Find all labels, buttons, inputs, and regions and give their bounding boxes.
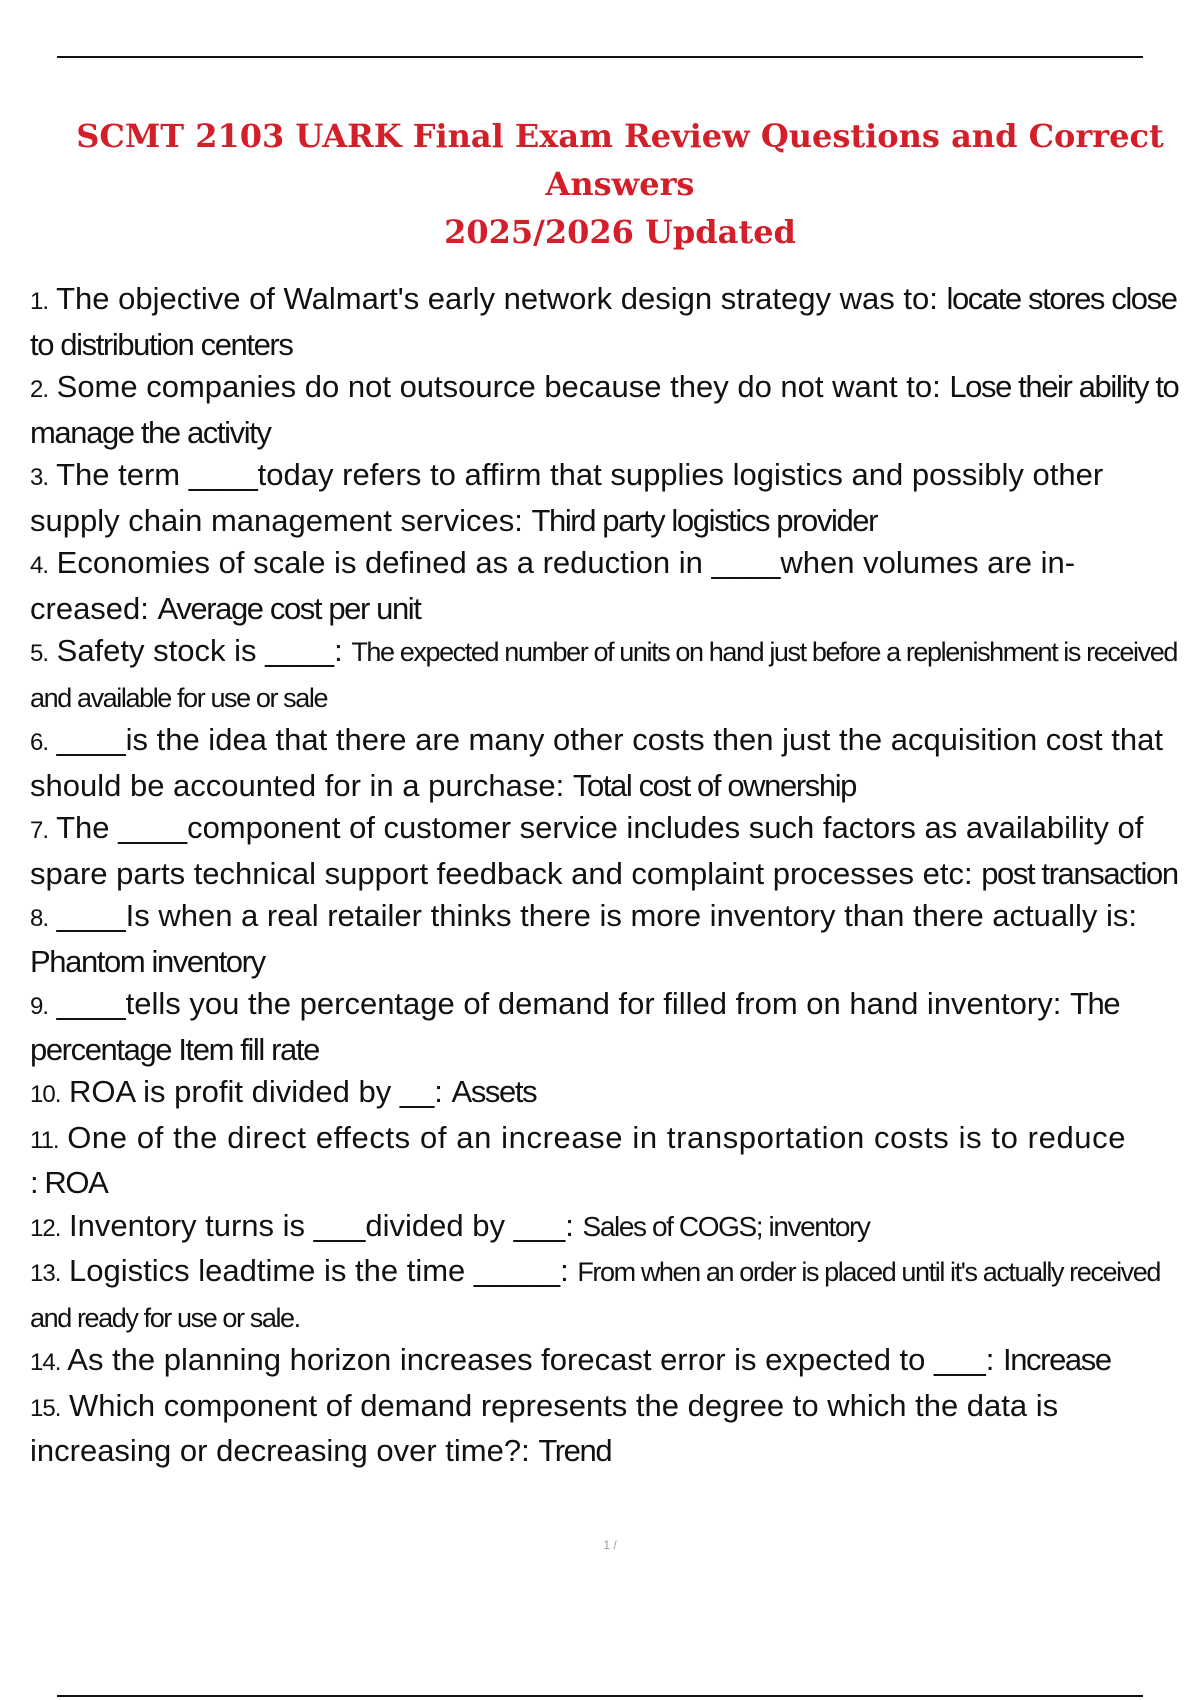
qa-item (30, 454, 1200, 542)
item-number: 15. (30, 1394, 61, 1422)
qa-item (30, 895, 1200, 983)
answer-text: Average cost per unit (157, 590, 421, 626)
qa-item (30, 1117, 1200, 1205)
item-number: 13. (30, 1260, 61, 1287)
answer-text: post transaction (981, 855, 1178, 891)
item-number: 6. (30, 729, 49, 756)
answer-text: locate stores close to distribution centers (30, 281, 1177, 362)
qa-item (30, 1339, 1200, 1385)
item-number: 12. (30, 1214, 61, 1242)
question-text: Which component of demand represents the degree to which the data is increasing or decreasing over time?: (30, 1387, 1059, 1468)
answer-text: Sales of COGS; inventory (582, 1210, 870, 1242)
answer-text: Lose their ability to manage the activity (30, 369, 1179, 450)
question-list (30, 278, 1200, 1473)
item-number: 1. (30, 288, 49, 315)
item-number: 2. (30, 376, 49, 403)
question-text: Inventory turns is ___divided by ___: (69, 1207, 574, 1243)
answer-text: The expected number of units on hand just before a replenishment is received and available for use or sale (30, 637, 1177, 713)
question-text: The ____component of customer service includes such factors as availability of spare parts technical support feedback and complaint processes etc: (30, 810, 1144, 891)
item-number: 8. (30, 905, 49, 932)
qa-item (30, 1071, 1200, 1117)
answer-text: The percentage Item fill rate (30, 986, 1120, 1067)
item-number: 11. (30, 1126, 59, 1154)
qa-item (30, 807, 1200, 895)
question-text: The objective of Walmart's early network design strategy was to: (56, 281, 938, 316)
item-number: 9. (30, 993, 49, 1020)
question-text: As the planning horizon increases forecast error is expected to ___: (67, 1342, 995, 1377)
qa-item (30, 719, 1200, 807)
answer-text: Total cost of ownership (572, 767, 857, 803)
answer-text: Phantom inventory (30, 943, 265, 979)
title-line-1: SCMT 2103 UARK Final Exam Review Questions and Correct Answers (76, 117, 1164, 203)
question-text: Economies of scale is defined as a reduction in ____when volumes are in- creased: (30, 545, 1076, 626)
answer-text: Increase (1003, 1342, 1111, 1377)
question-text: ____is the idea that there are many other costs then just the acquisition cost that should be accounted for in a purchase: (30, 722, 1163, 803)
item-number: 3. (30, 464, 49, 491)
page-number: 1 / (603, 1538, 617, 1552)
item-number: 4. (30, 552, 49, 579)
top-rule (57, 56, 1143, 58)
qa-item (30, 1205, 1200, 1251)
qa-item (30, 278, 1200, 366)
qa-item (30, 366, 1200, 454)
answer-text: From when an order is placed until it's actually received and ready for use or sale. (30, 1257, 1161, 1333)
question-text: ROA is profit divided by __: (69, 1074, 443, 1109)
question-text: Safety stock is ____: (56, 633, 343, 668)
item-number: 14. (30, 1349, 61, 1376)
title-line-2: 2025/2026 Updated (444, 213, 796, 251)
item-number: 7. (30, 817, 49, 844)
question-text: ____Is when a real retailer thinks there is more inventory than there actually is: (56, 898, 1138, 933)
question-text: Logistics leadtime is the time _____: (69, 1253, 569, 1288)
bottom-rule (57, 1695, 1143, 1697)
answer-text: Assets (451, 1074, 537, 1109)
question-text: ____tells you the percentage of demand for filled from on hand inventory: (56, 986, 1062, 1021)
document-title (40, 112, 1200, 256)
item-number: 5. (30, 640, 49, 667)
question-text: The term ____today refers to affirm that supplies logistics and possibly other supply chain management services: (30, 457, 1104, 538)
question-text: One of the direct effects of an increase in transportation costs is to reduce (67, 1119, 1127, 1155)
qa-item (30, 1250, 1200, 1339)
question-text: Some companies do not outsource because they do not want to: (56, 369, 941, 404)
qa-item (30, 542, 1200, 630)
qa-item (30, 983, 1200, 1071)
qa-item (30, 630, 1200, 719)
answer-text: Trend (538, 1433, 612, 1468)
qa-item (30, 1385, 1200, 1473)
answer-text: Third party logistics provider (531, 502, 878, 538)
answer-text: : ROA (30, 1165, 108, 1200)
item-number: 10. (30, 1081, 61, 1108)
